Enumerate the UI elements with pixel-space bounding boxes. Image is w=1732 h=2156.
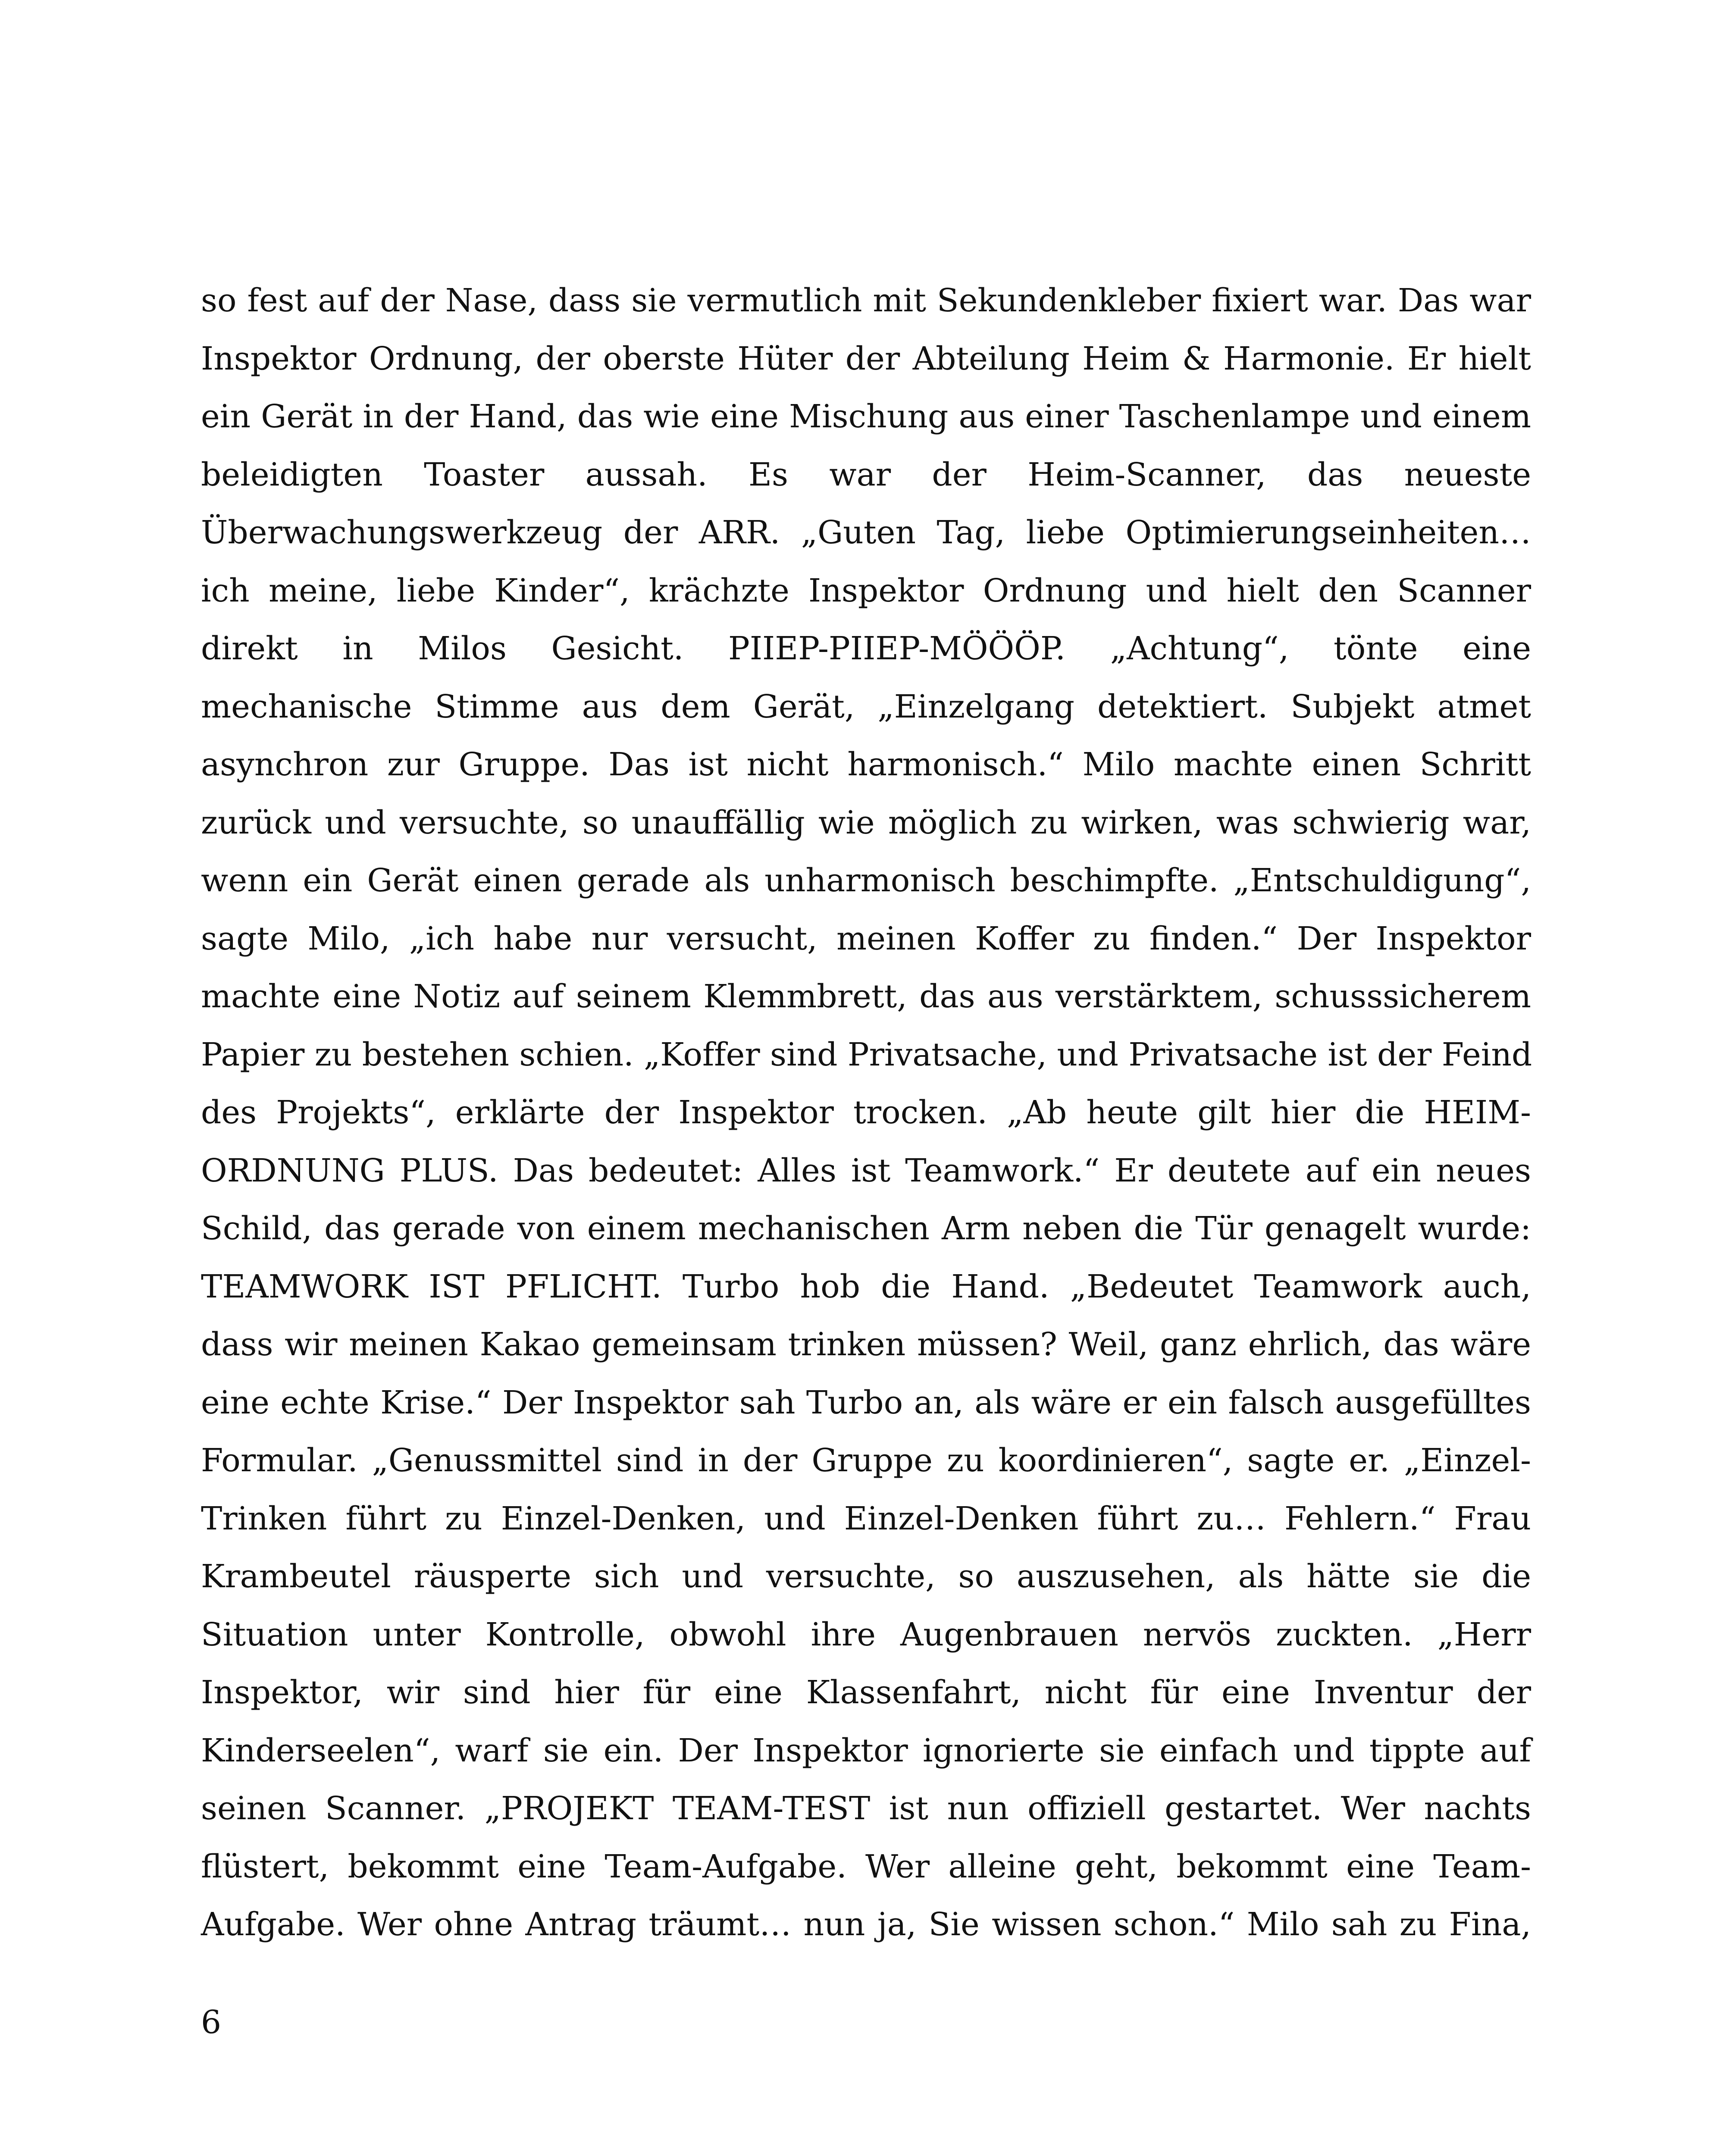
text-line: Trinken führt zu Einzel-Denken, und Einzel-Denken führt zu… Fehlern.“ Frau <box>201 1500 1531 1537</box>
text-line: flüstert, bekommt eine Team-Aufgabe. Wer alleine geht, bekommt eine Team- <box>201 1848 1531 1885</box>
text-line: so fest auf der Nase, dass sie vermutlich mit Sekundenkleber fixiert war. Das war <box>201 282 1531 319</box>
body-text <box>201 272 1531 1954</box>
text-line: TEAMWORK IST PFLICHT. Turbo hob die Hand. „Bedeutet Teamwork auch, <box>201 1268 1531 1305</box>
text-line: Inspektor Ordnung, der oberste Hüter der Abteilung Heim & Harmonie. Er hielt <box>201 340 1531 377</box>
text-line: Schild, das gerade von einem mechanischen Arm neben die Tür genagelt wurde: <box>201 1210 1531 1247</box>
text-line: dass wir meinen Kakao gemeinsam trinken müssen? Weil, ganz ehrlich, das wäre <box>201 1326 1531 1363</box>
text-line: Kinderseelen“, warf sie ein. Der Inspektor ignorierte sie einfach und tippte auf <box>201 1732 1531 1769</box>
text-line: eine echte Krise.“ Der Inspektor sah Turbo an, als wäre er ein falsch ausgefülltes <box>201 1384 1531 1421</box>
text-line: ORDNUNG PLUS. Das bedeutet: Alles ist Teamwork.“ Er deutete auf ein neues <box>201 1152 1531 1189</box>
text-line: Formular. „Genussmittel sind in der Gruppe zu koordinieren“, sagte er. „Einzel- <box>201 1442 1531 1479</box>
text-line: direkt in Milos Gesicht. PIIEP-PIIEP-MÖÖÖP. „Achtung“, tönte eine <box>201 630 1531 667</box>
text-line: Aufgabe. Wer ohne Antrag träumt… nun ja, Sie wissen schon.“ Milo sah zu Fina, <box>201 1906 1531 1943</box>
text-line: beleidigten Toaster aussah. Es war der Heim-Scanner, das neueste <box>201 456 1531 493</box>
text-line: asynchron zur Gruppe. Das ist nicht harmonisch.“ Milo machte einen Schritt <box>201 746 1531 783</box>
text-line: ich meine, liebe Kinder“, krächzte Inspektor Ordnung und hielt den Scanner <box>201 572 1531 609</box>
text-line: sagte Milo, „ich habe nur versucht, meinen Koffer zu finden.“ Der Inspektor <box>201 920 1531 957</box>
text-line: Situation unter Kontrolle, obwohl ihre Augenbrauen nervös zuckten. „Herr <box>201 1616 1531 1653</box>
text-line: Überwachungswerkzeug der ARR. „Guten Tag, liebe Optimierungseinheiten… <box>201 514 1531 551</box>
text-line: wenn ein Gerät einen gerade als unharmonisch beschimpfte. „Entschuldigung“, <box>201 862 1531 899</box>
text-line: seinen Scanner. „PROJEKT TEAM-TEST ist nun offiziell gestartet. Wer nachts <box>201 1790 1531 1827</box>
text-line: Krambeutel räusperte sich und versuchte, so auszusehen, als hätte sie die <box>201 1558 1531 1595</box>
text-line: ein Gerät in der Hand, das wie eine Mischung aus einer Taschenlampe und einem <box>201 398 1531 435</box>
text-line: zurück und versuchte, so unauffällig wie möglich zu wirken, was schwierig war, <box>201 804 1531 841</box>
text-line: des Projekts“, erklärte der Inspektor trocken. „Ab heute gilt hier die HEIM- <box>201 1094 1531 1131</box>
page-number: 6 <box>201 2004 222 2041</box>
text-line: Inspektor, wir sind hier für eine Klassenfahrt, nicht für eine Inventur der <box>201 1674 1531 1711</box>
text-line: machte eine Notiz auf seinem Klemmbrett, das aus verstärktem, schusssicherem <box>201 978 1531 1015</box>
text-line: mechanische Stimme aus dem Gerät, „Einzelgang detektiert. Subjekt atmet <box>201 688 1531 725</box>
text-line: Papier zu bestehen schien. „Koffer sind Privatsache, und Privatsache ist der Feind <box>201 1036 1532 1073</box>
